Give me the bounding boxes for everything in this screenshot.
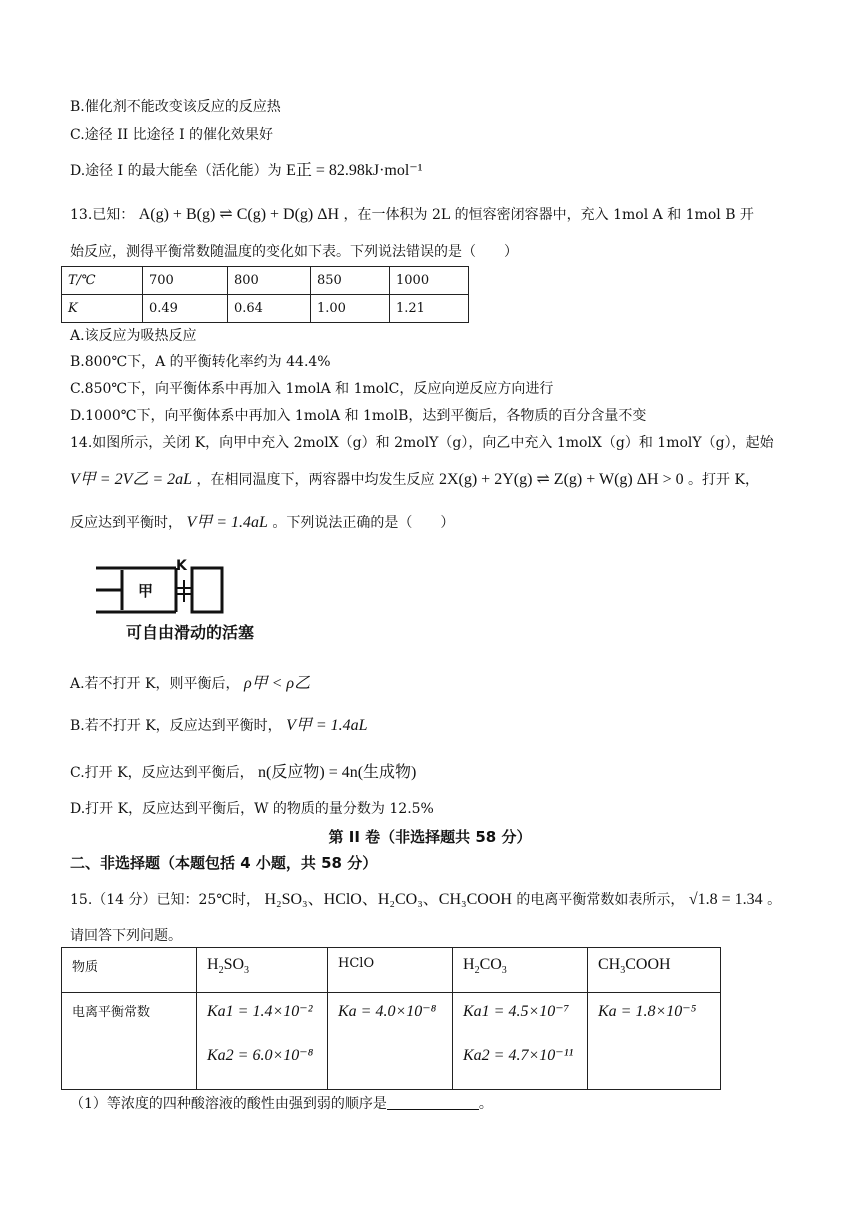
table-row: [62, 295, 469, 323]
q13-stem-suffix: ，在一体积为 2L 的恒容密闭容器中，充入 1mol A 和 1mol B 开: [343, 207, 754, 223]
k-label: K: [62, 295, 143, 323]
q15-stem-line2: 请回答下列问题。: [70, 928, 182, 944]
acid-h2so3: $H_2SO_3$: [197, 948, 328, 993]
volume-formula: V甲 = 1.4aL: [286, 717, 368, 734]
h2so3-constants: [197, 993, 328, 1090]
q15-ionization-table: [61, 947, 721, 1090]
density-comparison-formula: ρ甲 < ρ乙: [243, 675, 311, 692]
table-cell: 1.00: [311, 295, 390, 323]
volume-title: 第 II 卷（非选择题共 58 分）: [328, 828, 532, 846]
mole-relation-formula: n(反应物) = 4n(生成物): [258, 764, 417, 781]
q15-question1-end: 。: [478, 1096, 493, 1112]
table-cell: 1000: [390, 267, 469, 295]
q14-option-c-text: C.打开 K，反应达到平衡后，: [70, 765, 254, 781]
table-cell: 0.49: [143, 295, 228, 323]
q14-stem-mid: ，在相同温度下，两容器中均发生反应: [196, 472, 435, 488]
q12-option-d-text: D.途径 I 的最大能垒（活化能）为: [70, 163, 282, 179]
header-cell: 物质: [62, 948, 197, 993]
q14-final-volume-formula: V甲 = 1.4aL: [186, 514, 268, 531]
q15-acid-list: H₂SO₃、HClO、H₂CO₃、CH₃COOH: [264, 891, 512, 908]
sqrt-formula: √1.8 = 1.34: [688, 891, 763, 908]
container-jia-label: 甲: [138, 582, 154, 600]
q13-reaction-equation: A(g) + B(g) ⇌ C(g) + D(g) ΔH: [138, 206, 340, 223]
part-title: 二、非选择题（本题包括 4 小题，共 58 分）: [70, 854, 378, 872]
ka-value: Ka = 1.8×10⁻⁵: [598, 1003, 697, 1020]
q13-equilibrium-table: [61, 266, 469, 323]
q14-reaction-equation: 2X(g) + 2Y(g) ⇌ Z(g) + W(g) ΔH > 0: [438, 471, 684, 488]
table-row: [62, 993, 721, 1090]
q14-volume-formula: V甲 = 2V乙 = 2aL: [70, 471, 193, 488]
q14-stem-line3-suffix: 。下列说法正确的是（ ）: [272, 515, 455, 531]
q15-question1-text: （1）等浓度的四种酸溶液的酸性由强到弱的顺序是: [70, 1096, 387, 1112]
q15-stem-prefix: 15.（14 分）已知：25℃时，: [70, 892, 261, 908]
q15-stem-mid: 的电离平衡常数如表所示，: [516, 892, 685, 908]
ka1-value: Ka1 = 1.4×10⁻²: [207, 1003, 313, 1020]
q14-stem-line3-prefix: 反应达到平衡时，: [70, 515, 182, 531]
acid-h2co3: $H_2CO_3$: [453, 948, 588, 993]
q13-option-b: B.800℃下，A 的平衡转化率约为 44.4%: [70, 354, 331, 370]
q12-option-b: B.催化剂不能改变该反应的反应热: [70, 99, 281, 115]
q15-stem-end: 。: [767, 892, 782, 908]
valve-k-label: K: [176, 558, 187, 574]
ka-value: Ka = 4.0×10⁻⁸: [338, 1003, 437, 1020]
table-cell: 700: [143, 267, 228, 295]
q14-stem-line3: [70, 513, 454, 533]
hclo-constants: [328, 993, 453, 1090]
q14-stem-line1: 14.如图所示，关闭 K，向甲中充入 2molX（g）和 2molY（g），向乙中充入 1molX（g）和 1molY（g），起始: [70, 435, 774, 451]
q14-stem-end: 。打开 K，: [688, 472, 759, 488]
q13-stem-line1: [70, 205, 754, 225]
q14-option-c: [70, 763, 416, 783]
table-row: [62, 948, 721, 993]
ch3cooh-constants: [588, 993, 721, 1090]
q15-question1: [70, 1094, 493, 1114]
q14-option-d: D.打开 K，反应达到平衡后，W 的物质的量分数为 12.5%: [70, 801, 434, 817]
table-row: [62, 267, 469, 295]
acid-ch3cooh: $CH_3COOH$: [588, 948, 721, 993]
q12-option-c: C.途径 II 比途径 I 的催化效果好: [70, 127, 274, 143]
ka2-value: Ka2 = 4.7×10⁻¹¹: [463, 1047, 574, 1064]
table-cell: 850: [311, 267, 390, 295]
q14-container-figure: [96, 558, 255, 650]
activation-energy-formula: E正 = 82.98kJ·mol⁻¹: [286, 162, 423, 179]
acid-hclo: HClO: [328, 948, 453, 993]
q13-stem-line2: 始反应，测得平衡常数随温度的变化如下表。下列说法错误的是（ ）: [70, 244, 518, 260]
ka2-value: Ka2 = 6.0×10⁻⁸: [207, 1047, 314, 1064]
q14-option-b-text: B.若不打开 K，反应达到平衡时，: [70, 718, 282, 734]
q13-stem-prefix: 13.已知：: [70, 207, 135, 223]
q13-option-d: D.1000℃下，向平衡体系中再加入 1molA 和 1molB，达到平衡后，各物质的百分含量不变: [70, 408, 647, 424]
table-cell: 800: [228, 267, 311, 295]
q15-stem-line1: [70, 890, 781, 910]
q14-option-a: [70, 674, 310, 694]
answer-blank[interactable]: [387, 1095, 479, 1110]
ka1-value: Ka1 = 4.5×10⁻⁷: [463, 1003, 570, 1020]
temperature-label: T/℃: [62, 267, 143, 295]
q13-option-a: A.该反应为吸热反应: [70, 328, 197, 344]
q14-option-a-text: A.若不打开 K，则平衡后，: [70, 676, 240, 692]
q12-option-d: [70, 161, 423, 181]
q14-stem-line2: [70, 470, 759, 490]
piston-caption: 可自由滑动的活塞: [126, 623, 255, 642]
table-cell: 0.64: [228, 295, 311, 323]
q14-option-b: [70, 716, 368, 736]
q13-option-c: C.850℃下，向平衡体系中再加入 1molA 和 1molC，反应向逆反应方向进行: [70, 381, 554, 397]
table-cell: 1.21: [390, 295, 469, 323]
h2co3-constants: [453, 993, 588, 1090]
row-label: 电离平衡常数: [62, 993, 197, 1090]
